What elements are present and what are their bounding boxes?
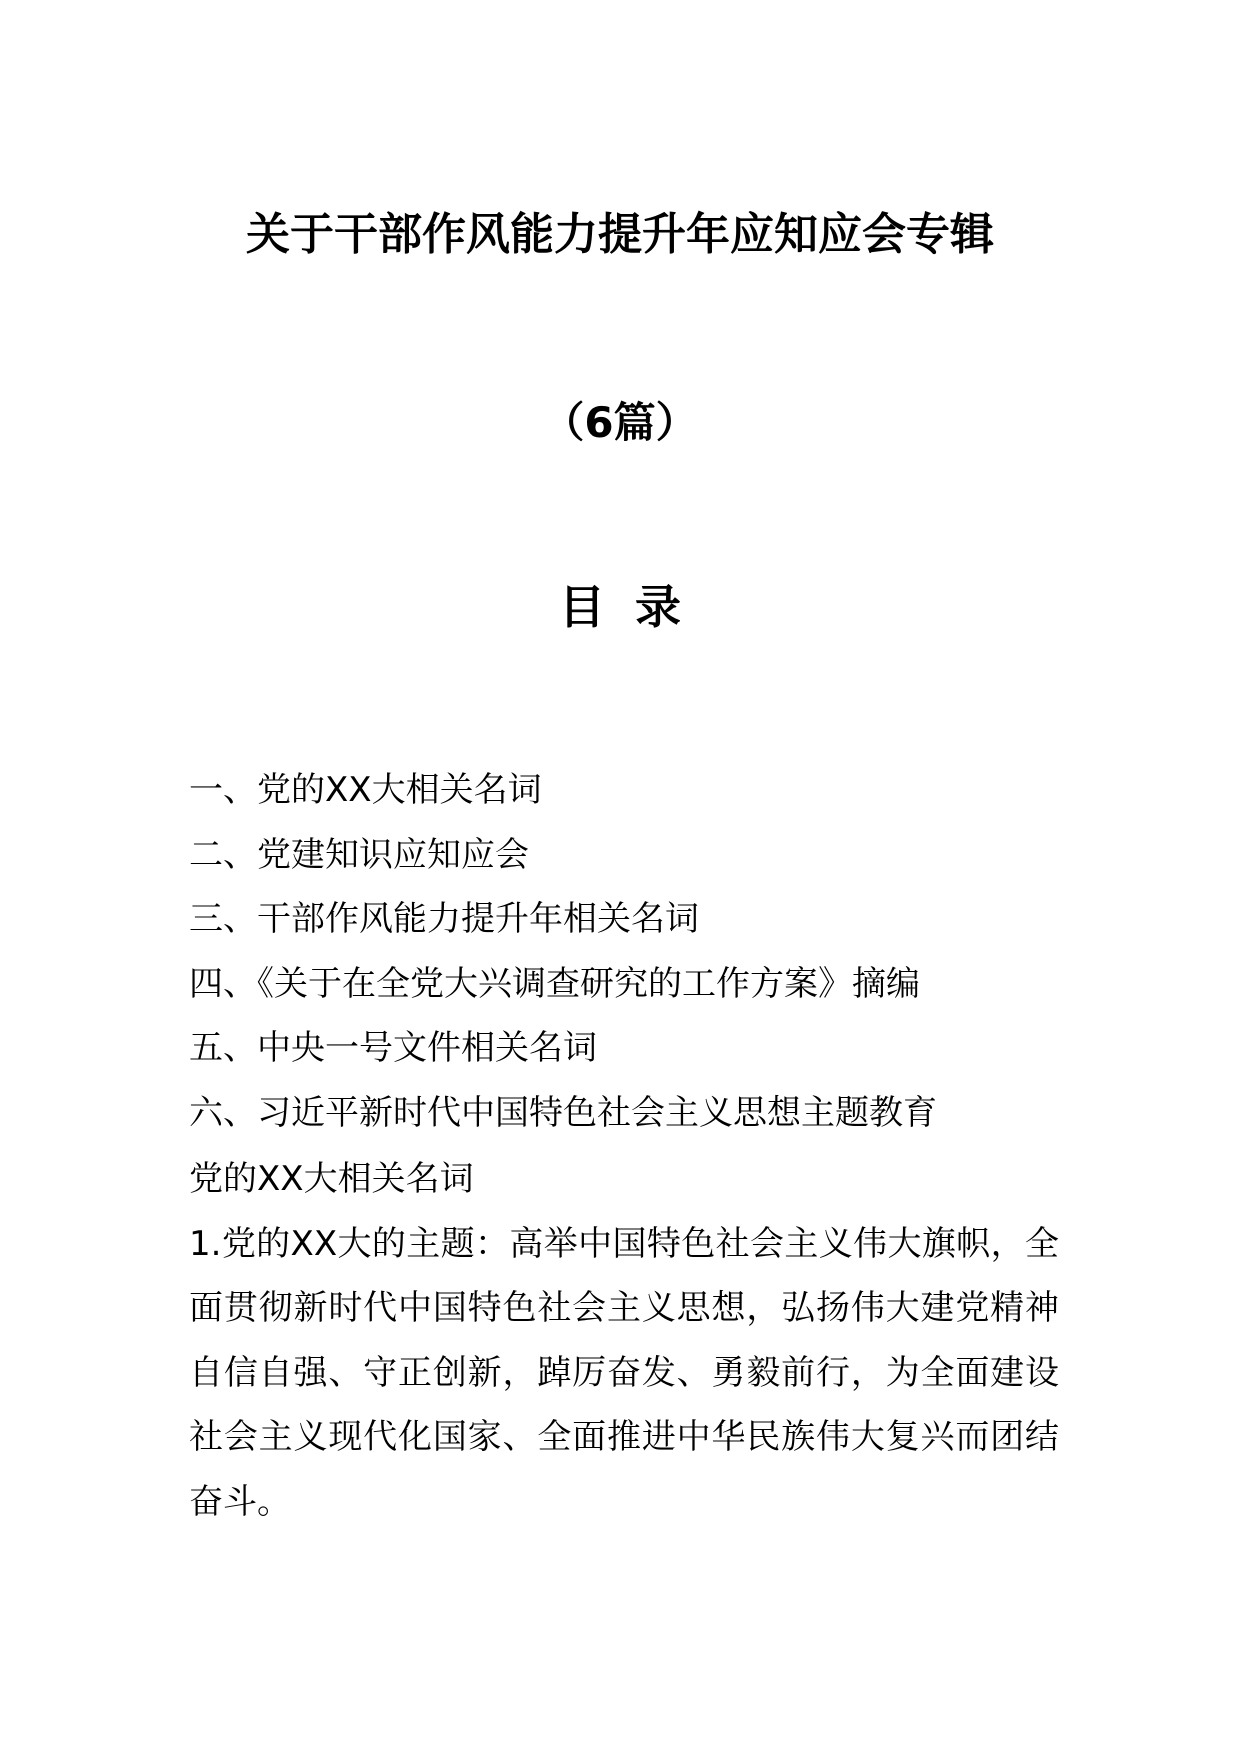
document-count: （6篇） [542, 398, 698, 447]
table-of-contents [189, 758, 1069, 1145]
toc-item: 四、《关于在全党大兴调查研究的工作方案》摘编 [189, 963, 920, 1004]
toc-item: 三、干部作风能力提升年相关名词 [189, 899, 699, 939]
section-heading: 党的XX大相关名词 [189, 1159, 474, 1199]
document-title: 关于干部作风能力提升年应知应会专辑 [246, 209, 994, 260]
toc-item: 二、党建知识应知应会 [189, 834, 529, 875]
body-paragraph: 1.党的XX大的主题：高举中国特色社会主义伟大旗帜，全面贯彻新时代中国特色社会主义思想，弘扬伟大建党精神自信自强、守正创新，踔厉奋发、勇毅前行，为全面建设社会主义现代化国家、全面推进中华民族伟大复兴而团结奋斗。 [189, 1223, 1059, 1522]
toc-item: 一、党的XX大相关名词 [189, 770, 542, 810]
toc-heading: 目录 [559, 580, 711, 634]
document-body [189, 1147, 1059, 1534]
toc-item: 五、中央一号文件相关名词 [189, 1028, 597, 1068]
toc-item: 六、习近平新时代中国特色社会主义思想主题教育 [189, 1092, 937, 1133]
